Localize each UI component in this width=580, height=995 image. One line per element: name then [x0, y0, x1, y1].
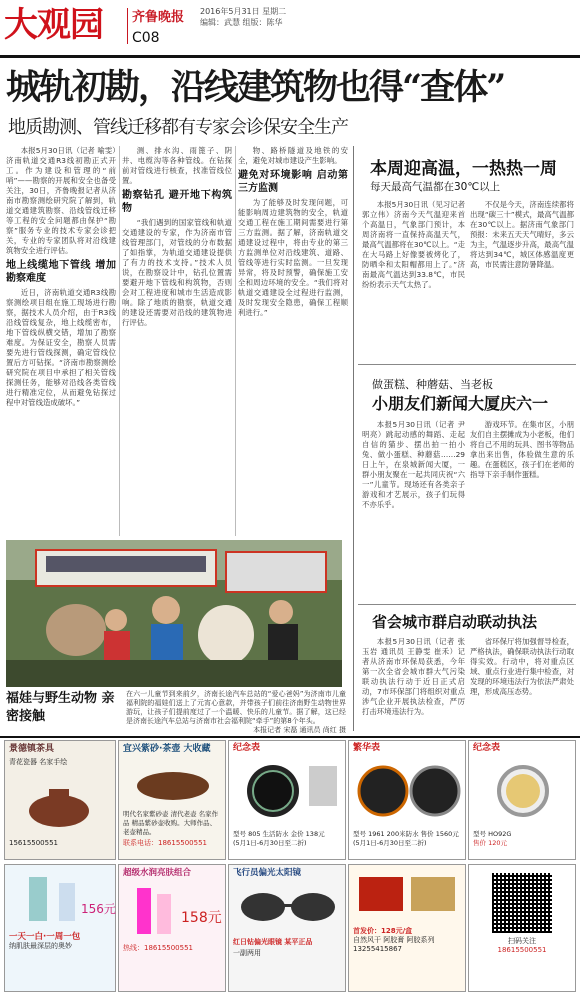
weather-column-1 — [362, 200, 465, 360]
article-text: 本报5月30日讯（记者 张玉岩 通讯员 王静雯 崔禾）记者从济南市环保局获悉，今年第一次全省会城市群大气污染联动执法行动于近日正式启动，7市环保部门将组织对重点涉气企业开展执法检查，严厉打击环境违法行为。 — [362, 637, 465, 716]
column-divider — [353, 146, 354, 731]
svg-text:158元: 158元 — [181, 910, 222, 926]
watch-icon — [353, 756, 463, 826]
kids-kicker: 做蛋糕、种蘑菇、当老板 — [372, 378, 493, 391]
watch-icon — [233, 756, 343, 826]
page-number: C08 — [132, 30, 160, 46]
main-subhead: 地质勘测、管线迁移都有专家会诊保安全生产 — [8, 117, 348, 138]
photo-side-title: 福娃与野生动物 亲密接触 — [6, 691, 115, 724]
ad-zisha: 宜兴紫砂·茶壶 大收藏 明代名家紫砂壶 清代老壶 名家作品 精品紫砂壶收购。大师作品、老壶精品。 联系电话：18615500551 — [118, 740, 226, 860]
qr-code-icon[interactable] — [492, 873, 552, 933]
section-heading: 勘察钻孔 避开地下构筑物 — [122, 190, 232, 214]
article-column-3 — [238, 146, 348, 536]
svg-text:156元: 156元 — [81, 902, 116, 916]
section-heading: 地上线缆地下管线 增加勘察难度 — [6, 260, 116, 284]
photo-credit: 本报记者 宋磊 通讯员 尚红 摄 — [253, 726, 346, 734]
gift-box-icon — [353, 869, 463, 919]
weather-column-2 — [470, 200, 574, 360]
joint-headline: 省会城市群启动联动执法 — [372, 613, 538, 631]
article-text: 测、排水沟、雨篦子、阴井、电缆沟等各种管线。在钻探前对管线进行核查，找准管线位置。 — [122, 146, 232, 185]
ads-rule — [0, 736, 580, 738]
column-divider — [235, 146, 236, 536]
column-divider — [119, 146, 120, 536]
kids-column-2 — [470, 420, 574, 600]
article-text: 近日，济南轨道交通R3线勘察测绘项目组在施工现场进行勘察，据技术人员介绍，由于R3线沿线管线复杂，地上线缆密布，地下管线纵横交错，增加了勘察难度。为保证安全，勘察人员需要先进行管线探测，确定管线位置后方可钻探。“济南市勘察测绘研究院在项目中承担了相关管线探测任务，能够对沿线各类管线进行精准定位，从而避免钻探过程中对管线造成破坏。” — [6, 288, 116, 407]
section-logo: 大观园 — [4, 5, 103, 45]
ad-teaware: 景德镇茶具 青花瓷器 名家手绘 15615500551 — [4, 740, 116, 860]
section-divider — [358, 604, 576, 605]
photo-caption: 在六一儿童节到来前夕，济南长途汽车总站的“爱心爸妈”为济南市儿童福利院的福娃们送上了元宵心意款，并带孩子们前往济南野生动物世界游玩，让孩子们提前度过了一个温暖、快乐的儿童节。据了解，这已经是济南长途汽车总站与济南市社会福利院“牵手”的第8个年头。 本报记者 宋磊 通讯员 尚红 摄 — [126, 690, 346, 734]
article-text: 为了能够及时发现问题，可能影响周边建筑物的安全，轨道交通工程在施工期间需要进行第三方监测。据了解，济南轨道交通建设过程中，将由专业的第三方监测单位对沿线建筑、道路、管线等进行实时监测。一旦发现异常，将及时预警，确保施工安全和周边环境的安全。“我们将对轨道交通建设全过程进行监测，及时发现安全隐患，确保工程顺利进行。” — [238, 198, 348, 317]
teapot-icon — [123, 758, 223, 804]
article-text: 游戏环节。在集市区，小朋友们自主摆摊成为小老板，他们将自己不用的玩具、图书等物品拿出来出售，体验做生意的乐趣。在蛋糕区，孩子们在老师的指导下亲手制作蛋糕。 — [470, 420, 574, 479]
editors-credit: 编辑：武慧 组版：陈华 — [200, 18, 283, 27]
issue-date: 2016年5月31日 星期二 — [200, 7, 287, 16]
ad-watch-2: 繁华表 型号 1961 200米防水 售价 1560元 (5月1日-6月30日至二折) — [348, 740, 466, 860]
weather-headline: 本周迎高温，一热热一周 — [370, 159, 557, 179]
top-rule — [0, 55, 580, 58]
kids-column-1 — [362, 420, 465, 600]
ad-ejiao: 首发价：128元/盒 自然风干 阿胶膏 阿胶系列 13255415867 — [348, 864, 466, 992]
joint-column-2 — [470, 637, 574, 731]
article-text: 省环保厅将加强督导检查，严格执法，确保联动执法行动取得实效。行动中，将对重点区域、重点行业进行集中检查，对发现的环境违法行为依法严肃处理，形成高压态势。 — [470, 637, 574, 696]
sunglasses-icon — [233, 882, 343, 932]
main-headline: 城轨初勘，沿线建筑物也得“查体” — [6, 67, 505, 108]
article-text: 本报5月30日讯（记者 尹明亮）跳起动感的舞蹈、走起自信的猫步、摆出拍一拍小兔、做小蛋糕、种蘑菇……29日上午，在泉城新闻大厦，一群小朋友聚在一起共同庆祝“六一”儿童节。现场还有各类亲子游戏和才艺展示，孩子们玩得不亦乐乎。 — [362, 420, 465, 509]
photo-illustration — [6, 540, 342, 687]
masthead-divider — [127, 8, 128, 44]
teapot-icon — [9, 771, 109, 831]
section-divider — [358, 364, 576, 365]
article-text: 不仅是今天，济南连续都将出现“碳三十”模式，最高气温都在30℃以上。据济南气象部门预报：未来五天天气晴好，多云为主，气温逐步升高，最高气温将达到34℃，城区体感温度更高，市民需注意防暑降温。 — [470, 200, 574, 269]
ad-watch-1: 纪念表 型号 805 生活防水 金价 138元 (5月1日-6月30日至二折) — [228, 740, 346, 860]
ad-skincare-1: 156元 一天一白·一周一包 纳肌肤最深层的奥妙 — [4, 864, 116, 992]
watch-icon — [473, 756, 573, 826]
article-text: 本报5月30日讯（见习记者 郭立伟）济南今天气温迎来首个高温日，气象部门预计，本周济南将一直保持高温天气，最高气温都将在30℃以上。“走在大马路上好像要被烤化了，防晒伞和太阳帽都用上了。”济南最高气温达到33.8℃，市民纷纷表示天气太热了。 — [362, 200, 465, 289]
bottle-icon — [9, 869, 116, 925]
article-text: 物、路桥隧道及地铁的安全，避免对城市建设产生影响。 — [238, 146, 348, 165]
article-text: “我们遇到的国家管线和轨道交通建设的专家，作为济南市管线管理部门，对管线的分布数据了如指掌，为轨道交通建设提供了有力的技术支持。”技术人员说，在勘察设计中，钻孔位置需要避开地下管线和构筑物，否则会对工程进度和城市生活造成影响。除了地质的勘察，轨道交通的建设还需要对沿线的建筑物进行评估。 — [122, 218, 232, 327]
joint-column-1 — [362, 637, 465, 731]
weather-subhead: 每天最高气温都在30℃以上 — [370, 181, 501, 193]
ad-watch-3: 纪念表 型号 HO92G 售价 120元 — [468, 740, 576, 860]
photo-kids-with-animals — [6, 540, 342, 687]
article-text: 本报5月30日讯（记者 喻雯）济南轨道交通R3线初勘正式开工。作为建设和管理的“前哨”——勘察的开展和安全也备受关注，30日，齐鲁晚报记者从济南市勘察测绘研究院了解到，轨道交通建筑勘察、沿线管线迁移等工程的安全问题都由保护“勘察”服务专业的技术专家会诊把关，专业的专家团队将对沿线建筑物安全进行评估。 — [6, 146, 116, 255]
article-column-1 — [6, 146, 116, 536]
ad-sunglasses: 飞行员偏光太阳镜 红日钻偏光眼镜 某平正品 一副两用 — [228, 864, 346, 992]
article-column-2 — [122, 146, 232, 536]
ad-skincare-2: 超级水润亮肤组合 158元 热线：18615500551 — [118, 864, 226, 992]
bottle-icon — [123, 882, 223, 938]
section-heading: 避免对环境影响 启动第三方监测 — [238, 170, 348, 194]
kids-headline: 小朋友们新闻大厦庆六一 — [372, 394, 549, 413]
paper-name: 齐鲁晚报 — [132, 10, 185, 25]
ad-qrcode: 扫码关注 18615500551 — [468, 864, 576, 992]
